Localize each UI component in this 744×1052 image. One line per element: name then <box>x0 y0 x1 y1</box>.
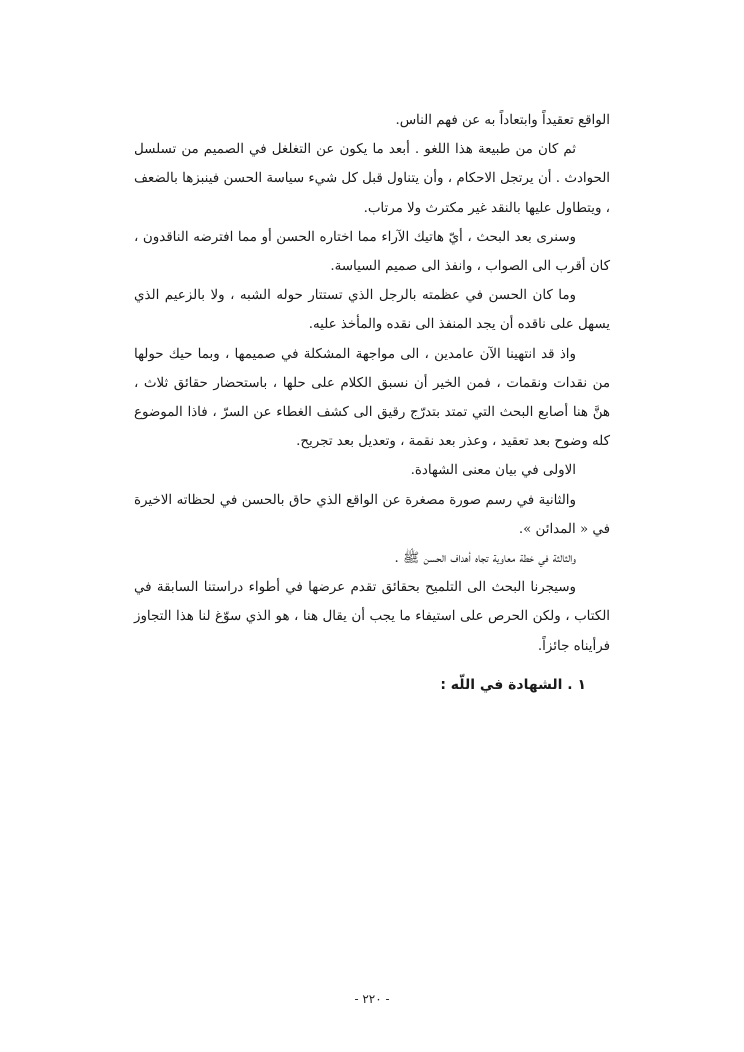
page-number: - ٢٢٠ - <box>354 992 390 1006</box>
paragraph-4: وما كان الحسن في عظمته بالرجل الذي تستتار حوله الشبه ، ولا بالزعيم الذي يسهل على ناقده أن يجد المنفذ الى نقده والمأخذ عليه. <box>134 288 610 333</box>
paragraph-6: الاولى في بيان معنى الشهادة. <box>410 463 576 479</box>
paragraph-2: ثم كان من طبيعة هذا اللغو . أبعد ما يكون عن التغلغل في الصميم من تسلسل الحوادث . أن يرتجل الاحكام ، وأن يتناول قبل كل شيء سياسة الحسن فينبزها بالضعف ، ويتطاول عليها بالنقد غير مكترث ولا مرتاب. <box>134 142 610 216</box>
paragraph-5: واذ قد انتهينا الآن عامدين ، الى مواجهة المشكلة في صميمها ، وبما حيك حولها من نقدات ونقمات ، فمن الخير أن نسبق الكلام على حلها ، باستحضار حقائق ثلاث ، هنَّ هنا أصابع البحث التي تمتد بتدرّج رقيق الى كشف الغطاء عن السرّ ، فاذا الموضوع كله وضوح بعد تعقيد ، وعذر بعد نقمة ، وتعديل بعد تجريح. <box>134 346 610 450</box>
body-text <box>134 106 610 661</box>
paragraph-1: الواقع تعقيداً وابتعاداً به عن فهم الناس. <box>395 113 610 128</box>
paragraph-3: وسنرى بعد البحث ، أيّ هاتيك الآراء مما اختاره الحسن أو مما افترضه الناقدون ، كان أقرب الى الصواب ، وانفذ الى صميم السياسة. <box>134 229 610 275</box>
paragraph-7: والثانية في رسم صورة مصغرة عن الواقع الذي حاق بالحسن في لحظاته الاخيرة في « المدائن ». <box>134 492 610 537</box>
paragraph-9: وسيجرنا البحث الى التلميح بحقائق تقدم عرضها في أطواء دراستنا السابقة في الكتاب ، ولكن الحرص على استيفاء ما يجب أن يقال هنا ، هو الذي سوّغ لنا هذا التجاوز فرأيناه جائزاً. <box>134 580 610 654</box>
paragraph-8: والثالثة في خطة معاوية تجاه أهداف الحسن ﷺ . <box>394 551 576 567</box>
section-heading: ١ . الشهادة في اللّه : <box>440 677 586 693</box>
